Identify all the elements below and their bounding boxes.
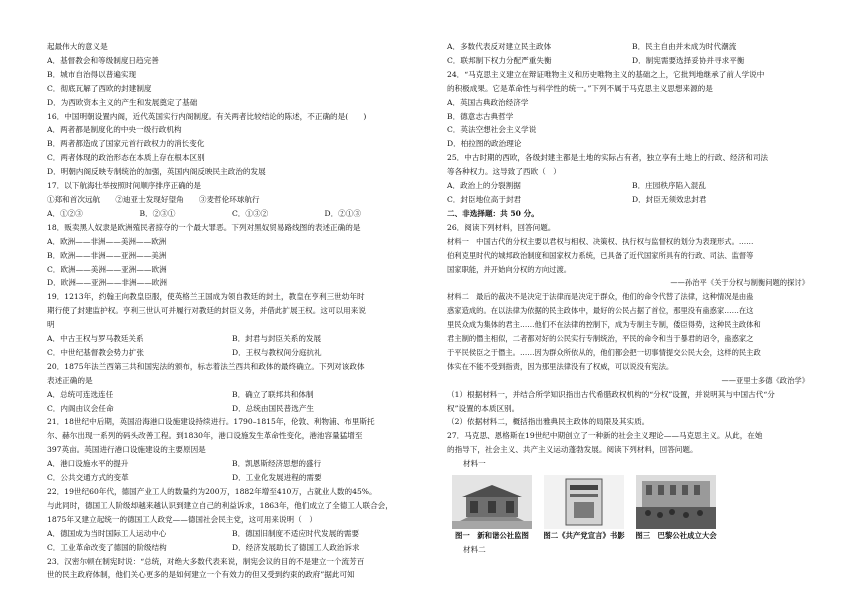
manifesto-book-image bbox=[544, 475, 624, 529]
q24-stem-2: 的积极成果。它是革命性与科学性的统一。”下列不属于马克思主义思想来源的是 bbox=[447, 83, 713, 93]
q20-options-row1 bbox=[47, 388, 417, 402]
material2-label: 材料二 bbox=[463, 545, 486, 555]
q24-option-d: D．柏拉图的政治理论 bbox=[447, 139, 522, 149]
q22-options-row2 bbox=[47, 541, 417, 555]
figure-1-caption: 图一 新和谐公社监图 bbox=[455, 531, 529, 541]
material2-line4: 君主制的僭主相似，二者都对好的公民实行专制统治，平民的命令和当于暴君的诏令，蛊惑家之 bbox=[447, 334, 754, 344]
q21-option-a: A．港口设施水平的提升 bbox=[47, 459, 129, 469]
q25-option-b: B．庄园秩序陷入混乱 bbox=[632, 181, 706, 191]
q15-option-a: A．基督教会和等级制度日趋完善 bbox=[47, 55, 159, 65]
q15-option-c: C．彻底瓦解了西欧的封建制度 bbox=[47, 83, 152, 93]
q16-stem: 16．中国明朝设置内阁，近代英国实行内阁制度。有关两者比较结论的陈述，不正确的是( ) bbox=[47, 111, 367, 121]
q22-option-c: C．工业革命改变了德国的阶级结构 bbox=[47, 542, 167, 552]
q17-option-b: B．②③① bbox=[139, 208, 176, 218]
q21-stem-2: 尔、赫尔出现一系列的码头改善工程。到1830年，港口设施发生革命性变化，港池容量猛增至 bbox=[47, 431, 363, 441]
q21-option-d: D．工业化发展进程的需要 bbox=[232, 473, 322, 483]
q17-option-d: D．②①③ bbox=[324, 208, 361, 218]
q20-option-a: A．总统可连选连任 bbox=[47, 389, 114, 399]
q17-items: ①郑和首次远航 ②迪亚士发现好望角 ③麦哲伦环球航行 bbox=[47, 194, 260, 204]
q18-option-d: D．欧洲——亚洲——非洲——欧洲 bbox=[47, 278, 167, 288]
q26-sub1-line1: （1）根据材料一，并结合所学知识指出古代希腊政权机构的“分权”设置，并说明其与中国古代“分 bbox=[447, 389, 775, 399]
q17-stem: 17．以下航海壮举按照时间顺序排序正确的是 bbox=[47, 181, 201, 191]
q20-option-d: D．总统由国民普选产生 bbox=[232, 403, 315, 413]
q25-stem-1: 25．中古时期的西欧，各级封建主都是土地的实际占有者，独立享有土地上的行政、经济和司法 bbox=[447, 153, 769, 163]
q26-sub2: （2）依据材料二，概括指出雅典民主政体的局限及其实质。 bbox=[447, 417, 650, 427]
q16-option-c: C．两者体现的政治形态在本质上存在根本区别 bbox=[47, 153, 205, 163]
q16-option-b: B．两者都造成了国家元首行政权力的消长变化 bbox=[47, 139, 205, 149]
q18-option-c: C．欧洲——美洲——亚洲——欧洲 bbox=[47, 264, 167, 274]
q15-option-b: B．城市自治得以普遍实现 bbox=[47, 69, 137, 79]
q15-option-d: D．为西欧资本主义的产生和发展奠定了基础 bbox=[47, 97, 198, 107]
q21-option-b: B．凯恩斯经济思想的盛行 bbox=[232, 459, 322, 469]
paris-commune-image bbox=[636, 475, 716, 529]
figure-2-caption: 图二《共产党宣言》书影 bbox=[543, 531, 625, 541]
q19-options-row1 bbox=[47, 332, 417, 346]
q22-option-b: B．德国旧制度不适应时代发展的需要 bbox=[232, 528, 360, 538]
q20-option-c: C．内阁由议会任命 bbox=[47, 403, 114, 413]
q25-option-c: C．封臣地位高于封君 bbox=[447, 194, 522, 204]
q25-stem-2: 等各种权力。这导致了西欧（ ） bbox=[447, 167, 561, 177]
q24-option-a: A．英国古典政治经济学 bbox=[447, 97, 529, 107]
material1-line2: 伯利克里时代的城邦政治制度和国家权力系统，已具备了近代国家所具有的行政、司法、监督等 bbox=[447, 250, 754, 260]
material1-citation: ——孙治平《关于分权与制衡问题的探讨》 bbox=[670, 278, 809, 288]
q19-option-b: B．封君与封臣关系的发展 bbox=[232, 334, 322, 344]
q23-options-row1 bbox=[447, 40, 817, 54]
material2-line2: 惑家造成的。在以法律为依据的民主政体中，最好的公民占据了首位，那里没有蛊惑家……在这 bbox=[447, 306, 754, 316]
q21-options-row1 bbox=[47, 457, 417, 471]
q21-stem-1: 21．18世纪中后期，英国沿海港口设施建设持续进行。1790–1815年，伦敦、利物浦、布里斯托 bbox=[47, 417, 375, 427]
material1-line1: 材料一 中国古代的分权主要以君权与相权、决策权、执行权与监督权的划分为表现形式。…… bbox=[447, 236, 754, 246]
q23-option-c: C．联邦制下权力分配严重失衡 bbox=[447, 55, 552, 65]
q22-option-d: D．经济发展助长了德国工人政治诉求 bbox=[232, 542, 360, 552]
right-column bbox=[447, 40, 817, 557]
q21-option-c: C．公共交通方式的变革 bbox=[47, 473, 129, 483]
q25-options-row2 bbox=[447, 193, 817, 207]
q25-option-a: A．政治上的分裂割据 bbox=[447, 181, 521, 191]
figure-1 bbox=[449, 475, 535, 541]
q25-options-row1 bbox=[447, 179, 817, 193]
q24-option-c: C．英法空想社会主义学说 bbox=[447, 125, 537, 135]
q23-option-d: D．制宪需要选择妥协并寻求平衡 bbox=[632, 55, 745, 65]
section-heading: 二、非选择题：共 50 分。 bbox=[447, 208, 539, 218]
new-harmony-image bbox=[452, 475, 532, 529]
left-column bbox=[47, 40, 417, 582]
q20-stem-1: 20．1875年法兰西第三共和国宪法的颁布，标志着法兰西共和政体的最终确立。下列对该政体 bbox=[47, 361, 365, 371]
material2-line5: 于平民侯臣之于僭主。……因为群众所依从的，他们都会把一切事情提交公民大会，这样的民主政 bbox=[447, 347, 761, 357]
q19-stem-2: 期行使了封建监护权。亨利三世认可并履行对教廷的封臣义务，并借此扩展王权。这可以用来说 bbox=[47, 306, 366, 316]
q19-option-a: A．中古王权与罗马教廷关系 bbox=[47, 334, 144, 344]
q17-option-a: A．①②③ bbox=[47, 208, 83, 218]
q15-tail: 起最伟大的意义是 bbox=[47, 42, 108, 51]
q20-options-row2 bbox=[47, 402, 417, 416]
q26-stem: 26．阅读下列材料，回答问题。 bbox=[447, 222, 556, 232]
q22-stem-3: 1875年又建立起统一的德国工人政党——德国社会民主党，这可用来说明（ ） bbox=[47, 514, 317, 524]
material2-citation: ——亚里士多德《政治学》 bbox=[721, 375, 809, 385]
q19-stem-1: 19．1213年，约翰王向教皇臣服，使英格兰王国成为领自教廷的封土，教皇在亨利三世幼年时 bbox=[47, 292, 365, 302]
figure-3-caption: 图三 巴黎公社成立大会 bbox=[635, 531, 717, 541]
q23-stem-1: 23．汉密尔顿在制宪时说：“总统，对绝大多数代表来说，制宪会议的目的不是建立一个流芳百 bbox=[47, 556, 365, 566]
q16-option-d: D．明朝内阁反映专制统治的加强，英国内阁反映民主政治的发展 bbox=[47, 167, 266, 177]
q23-option-a: A．多数代表反对建立民主政体 bbox=[447, 42, 552, 51]
q21-stem-3: 397英亩。英国进行港口设施建设的主要原因是 bbox=[47, 445, 206, 455]
q24-stem-1: 24．“马克思主义建立在辩证唯物主义和历史唯物主义的基础之上，它批判地继承了前人学说中 bbox=[447, 69, 765, 79]
material2-line3: 里民众成为集体的君主……他们不在法律的控制下，成为专制主专制，倭臣得势，这种民主政体和 bbox=[447, 320, 761, 330]
q18-stem: 18．贩卖黑人奴隶是欧洲殖民者掠夺的一个最大罪恶。下列对黑奴贸易路线图的表述正确的是 bbox=[47, 222, 361, 232]
material1-label: 材料一 bbox=[463, 459, 486, 469]
q23-options-row2 bbox=[447, 54, 817, 68]
figure-3 bbox=[633, 475, 719, 541]
q22-option-a: A．德国成为当时国际工人运动中心 bbox=[47, 528, 167, 538]
q18-option-a: A．欧洲——非洲——美洲——欧洲 bbox=[47, 236, 167, 246]
material2-line6: 体实在不能不受到指责，因为那里法律没有了权威，可以说没有宪法。 bbox=[447, 361, 674, 371]
q24-option-b: B．德意志古典哲学 bbox=[447, 111, 514, 121]
q21-options-row2 bbox=[47, 471, 417, 485]
q19-option-c: C．中世纪基督教会势力扩张 bbox=[47, 347, 144, 357]
q25-option-d: D．封臣无须效忠封君 bbox=[632, 194, 707, 204]
q26-sub1-line2: 权”设置的本质区别。 bbox=[447, 403, 520, 413]
q27-stem-2: 的指导下，社会主义、共产主义运动蓬勃发展。阅读下列材料，回答问题。 bbox=[447, 445, 698, 455]
figures-row bbox=[449, 475, 817, 541]
q23-option-b: B．民主自由并未成为时代潮流 bbox=[632, 42, 737, 51]
q17-option-c: C．①③② bbox=[232, 208, 269, 218]
q20-option-b: B．确立了联邦共和体制 bbox=[232, 389, 314, 399]
q17-options bbox=[47, 207, 417, 221]
q23-stem-2: 世的民主政府体制，他们关心更多的是如何建立一个有效力的但又受到约束的政府”据此可知 bbox=[47, 570, 355, 580]
q19-options-row2 bbox=[47, 346, 417, 360]
figure-2 bbox=[541, 475, 627, 541]
q22-options-row1 bbox=[47, 527, 417, 541]
q19-stem-3: 明 bbox=[47, 320, 55, 330]
material2-line1: 材料二 最后的裁决不是决定于法律而是决定于群众，他们的命令代替了法律，这种情况是由蛊 bbox=[447, 292, 754, 302]
q16-option-a: A．两者都是制度化的中央一级行政机构 bbox=[47, 125, 182, 135]
q27-stem-1: 27．马克思、恩格斯在19世纪中期创立了一种新的社会主义理论——马克思主义。从此，在她 bbox=[447, 431, 763, 441]
q20-stem-2: 表述正确的是 bbox=[47, 375, 93, 385]
q22-stem-2: 与此同时，德国工人阶级却越来越认识到建立自己的利益诉求，1863年，他们成立了全德工人联合会， bbox=[47, 500, 393, 510]
q22-stem-1: 22．19世纪60年代，德国产业工人的数量约为200万，1882年增至410万，占就业人数的45%。 bbox=[47, 487, 377, 496]
q19-option-d: D．王权与教权间分庭抗礼 bbox=[232, 347, 322, 357]
material1-line3: 国家职能，并开始向分权的方向过渡。 bbox=[447, 264, 572, 274]
q18-option-b: B．欧洲——非洲——亚洲——美洲 bbox=[47, 250, 167, 260]
